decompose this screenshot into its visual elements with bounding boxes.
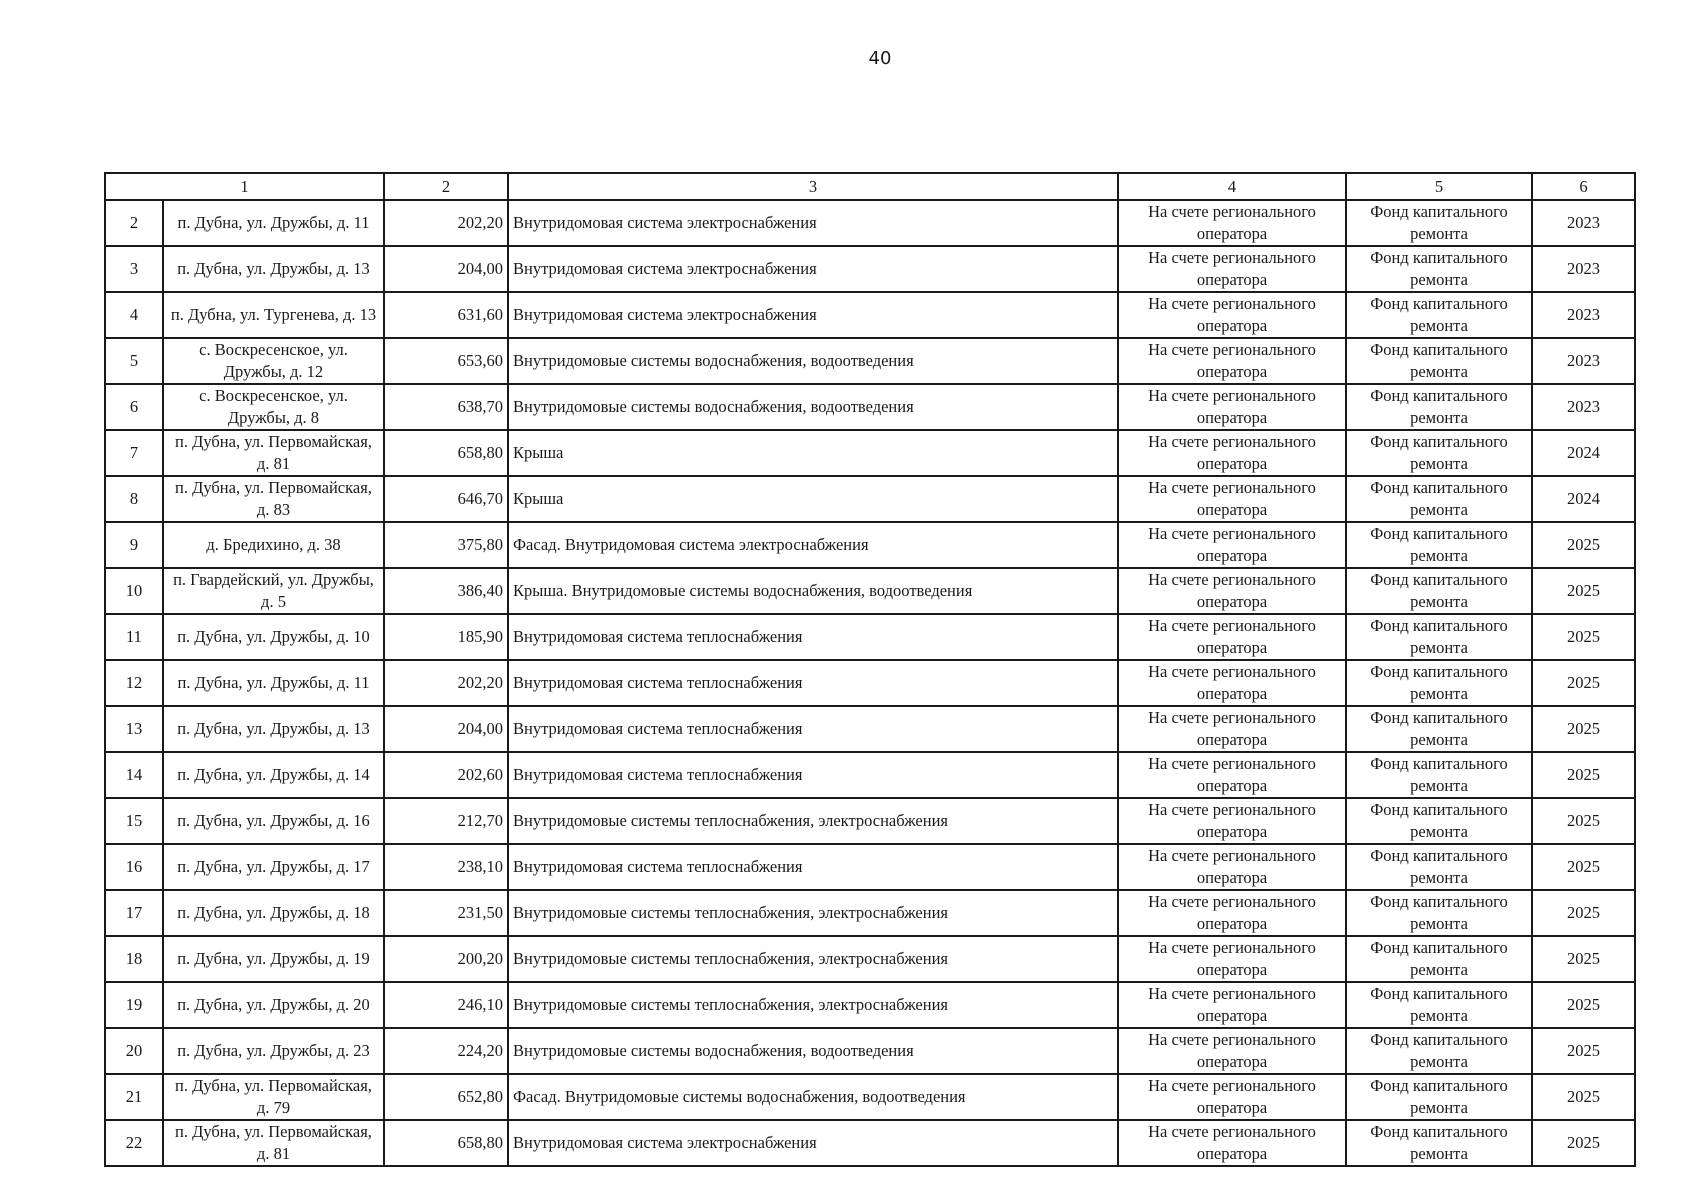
cell-funding-source: Фонд капитального ремонта [1346,476,1532,522]
header-col-3: 3 [508,173,1118,200]
cell-funding-source: Фонд капитального ремонта [1346,522,1532,568]
cell-works: Внутридомовые системы теплоснабжения, электроснабжения [508,982,1118,1028]
cell-year: 2025 [1532,982,1635,1028]
cell-area: 204,00 [384,246,508,292]
cell-row-number: 18 [105,936,163,982]
cell-year: 2025 [1532,1028,1635,1074]
cell-area: 202,20 [384,200,508,246]
page-number: 40 [868,48,892,69]
cell-funding-source: Фонд капитального ремонта [1346,660,1532,706]
cell-works: Внутридомовые системы теплоснабжения, электроснабжения [508,936,1118,982]
cell-funding-source: Фонд капитального ремонта [1346,706,1532,752]
table-row [105,430,1635,476]
cell-year: 2025 [1532,752,1635,798]
table-row [105,568,1635,614]
table-row [105,936,1635,982]
cell-works: Фасад. Внутридомовая система электроснабжения [508,522,1118,568]
cell-works: Внутридомовая система электроснабжения [508,1120,1118,1166]
cell-area: 185,90 [384,614,508,660]
cell-year: 2024 [1532,430,1635,476]
cell-account: На счете регионального оператора [1118,200,1346,246]
cell-works: Внутридомовые системы водоснабжения, водоотведения [508,384,1118,430]
cell-account: На счете регионального оператора [1118,1074,1346,1120]
table-row [105,890,1635,936]
cell-area: 224,20 [384,1028,508,1074]
table-row [105,246,1635,292]
cell-area: 200,20 [384,936,508,982]
table-row [105,476,1635,522]
cell-funding-source: Фонд капитального ремонта [1346,798,1532,844]
cell-account: На счете регионального оператора [1118,430,1346,476]
cell-works: Внутридомовая система теплоснабжения [508,752,1118,798]
cell-funding-source: Фонд капитального ремонта [1346,384,1532,430]
cell-funding-source: Фонд капитального ремонта [1346,246,1532,292]
cell-works: Внутридомовая система теплоснабжения [508,614,1118,660]
cell-works: Крыша. Внутридомовые системы водоснабжения, водоотведения [508,568,1118,614]
cell-works: Внутридомовые системы теплоснабжения, электроснабжения [508,798,1118,844]
cell-funding-source: Фонд капитального ремонта [1346,292,1532,338]
cell-account: На счете регионального оператора [1118,246,1346,292]
cell-account: На счете регионального оператора [1118,568,1346,614]
header-col-5: 5 [1346,173,1532,200]
table-row [105,1120,1635,1166]
cell-address: с. Воскресенское, ул. Дружбы, д. 12 [163,338,384,384]
cell-area: 246,10 [384,982,508,1028]
table-row [105,1074,1635,1120]
cell-account: На счете регионального оператора [1118,1028,1346,1074]
cell-row-number: 21 [105,1074,163,1120]
table-row [105,752,1635,798]
capital-repair-table [104,172,1636,1167]
cell-funding-source: Фонд капитального ремонта [1346,1028,1532,1074]
cell-account: На счете регионального оператора [1118,936,1346,982]
cell-row-number: 10 [105,568,163,614]
cell-area: 202,20 [384,660,508,706]
table-row [105,660,1635,706]
cell-row-number: 8 [105,476,163,522]
cell-funding-source: Фонд капитального ремонта [1346,890,1532,936]
cell-address: п. Гвардейский, ул. Дружбы, д. 5 [163,568,384,614]
cell-row-number: 19 [105,982,163,1028]
cell-row-number: 5 [105,338,163,384]
cell-address: п. Дубна, ул. Дружбы, д. 20 [163,982,384,1028]
header-col-2: 2 [384,173,508,200]
header-col-1: 1 [105,173,384,200]
cell-account: На счете регионального оператора [1118,522,1346,568]
cell-works: Внутридомовая система электроснабжения [508,200,1118,246]
cell-account: На счете регионального оператора [1118,844,1346,890]
table-row [105,706,1635,752]
cell-area: 658,80 [384,1120,508,1166]
cell-works: Внутридомовая система теплоснабжения [508,660,1118,706]
table-row [105,844,1635,890]
cell-year: 2025 [1532,614,1635,660]
cell-address: п. Дубна, ул. Дружбы, д. 13 [163,706,384,752]
cell-works: Внутридомовая система электроснабжения [508,292,1118,338]
cell-row-number: 16 [105,844,163,890]
table-row [105,292,1635,338]
cell-address: п. Дубна, ул. Дружбы, д. 23 [163,1028,384,1074]
cell-works: Внутридомовые системы водоснабжения, водоотведения [508,338,1118,384]
cell-year: 2025 [1532,844,1635,890]
cell-year: 2025 [1532,890,1635,936]
header-row [105,173,1635,200]
cell-row-number: 13 [105,706,163,752]
cell-year: 2025 [1532,706,1635,752]
cell-area: 231,50 [384,890,508,936]
cell-account: На счете регионального оператора [1118,614,1346,660]
cell-funding-source: Фонд капитального ремонта [1346,752,1532,798]
cell-funding-source: Фонд капитального ремонта [1346,338,1532,384]
cell-funding-source: Фонд капитального ремонта [1346,844,1532,890]
cell-row-number: 7 [105,430,163,476]
table-row [105,614,1635,660]
header-col-4: 4 [1118,173,1346,200]
cell-address: п. Дубна, ул. Тургенева, д. 13 [163,292,384,338]
cell-row-number: 4 [105,292,163,338]
cell-address: п. Дубна, ул. Дружбы, д. 17 [163,844,384,890]
cell-address: п. Дубна, ул. Первомайская, д. 81 [163,430,384,476]
cell-funding-source: Фонд капитального ремонта [1346,1120,1532,1166]
cell-row-number: 15 [105,798,163,844]
cell-address: п. Дубна, ул. Дружбы, д. 16 [163,798,384,844]
cell-address: п. Дубна, ул. Дружбы, д. 14 [163,752,384,798]
cell-works: Внутридомовая система теплоснабжения [508,844,1118,890]
cell-account: На счете регионального оператора [1118,1120,1346,1166]
cell-address: п. Дубна, ул. Дружбы, д. 11 [163,200,384,246]
cell-account: На счете регионального оператора [1118,752,1346,798]
table-row [105,798,1635,844]
cell-area: 646,70 [384,476,508,522]
table-row [105,982,1635,1028]
cell-row-number: 17 [105,890,163,936]
cell-address: п. Дубна, ул. Первомайская, д. 81 [163,1120,384,1166]
cell-address: п. Дубна, ул. Первомайская, д. 79 [163,1074,384,1120]
cell-year: 2025 [1532,568,1635,614]
cell-row-number: 2 [105,200,163,246]
cell-works: Фасад. Внутридомовые системы водоснабжения, водоотведения [508,1074,1118,1120]
cell-row-number: 12 [105,660,163,706]
cell-year: 2025 [1532,522,1635,568]
cell-area: 238,10 [384,844,508,890]
cell-year: 2023 [1532,338,1635,384]
table-row [105,200,1635,246]
cell-funding-source: Фонд капитального ремонта [1346,936,1532,982]
cell-row-number: 22 [105,1120,163,1166]
cell-year: 2023 [1532,246,1635,292]
table-row [105,384,1635,430]
cell-address: п. Дубна, ул. Дружбы, д. 13 [163,246,384,292]
cell-funding-source: Фонд капитального ремонта [1346,614,1532,660]
cell-year: 2023 [1532,200,1635,246]
cell-works: Крыша [508,430,1118,476]
cell-row-number: 20 [105,1028,163,1074]
cell-works: Внутридомовая система электроснабжения [508,246,1118,292]
cell-area: 653,60 [384,338,508,384]
cell-account: На счете регионального оператора [1118,982,1346,1028]
cell-account: На счете регионального оператора [1118,292,1346,338]
cell-funding-source: Фонд капитального ремонта [1346,1074,1532,1120]
cell-row-number: 6 [105,384,163,430]
cell-area: 638,70 [384,384,508,430]
cell-row-number: 9 [105,522,163,568]
cell-account: На счете регионального оператора [1118,660,1346,706]
cell-year: 2025 [1532,936,1635,982]
cell-funding-source: Фонд капитального ремонта [1346,200,1532,246]
cell-row-number: 11 [105,614,163,660]
cell-works: Крыша [508,476,1118,522]
cell-account: На счете регионального оператора [1118,890,1346,936]
cell-address: п. Дубна, ул. Дружбы, д. 18 [163,890,384,936]
cell-year: 2025 [1532,1120,1635,1166]
cell-year: 2023 [1532,292,1635,338]
cell-works: Внутридомовые системы теплоснабжения, электроснабжения [508,890,1118,936]
cell-account: На счете регионального оператора [1118,476,1346,522]
cell-year: 2024 [1532,476,1635,522]
cell-year: 2025 [1532,798,1635,844]
table-header [105,173,1635,200]
cell-area: 204,00 [384,706,508,752]
cell-account: На счете регионального оператора [1118,338,1346,384]
cell-address: п. Дубна, ул. Первомайская, д. 83 [163,476,384,522]
cell-address: п. Дубна, ул. Дружбы, д. 19 [163,936,384,982]
cell-area: 386,40 [384,568,508,614]
cell-area: 212,70 [384,798,508,844]
table-row [105,1028,1635,1074]
cell-row-number: 3 [105,246,163,292]
cell-year: 2023 [1532,384,1635,430]
cell-address: с. Воскресенское, ул. Дружбы, д. 8 [163,384,384,430]
cell-row-number: 14 [105,752,163,798]
cell-address: д. Бредихино, д. 38 [163,522,384,568]
table-row [105,522,1635,568]
cell-year: 2025 [1532,1074,1635,1120]
cell-area: 202,60 [384,752,508,798]
cell-address: п. Дубна, ул. Дружбы, д. 11 [163,660,384,706]
cell-area: 658,80 [384,430,508,476]
cell-account: На счете регионального оператора [1118,706,1346,752]
cell-year: 2025 [1532,660,1635,706]
header-col-6: 6 [1532,173,1635,200]
cell-account: На счете регионального оператора [1118,798,1346,844]
cell-account: На счете регионального оператора [1118,384,1346,430]
cell-works: Внутридомовая система теплоснабжения [508,706,1118,752]
cell-area: 652,80 [384,1074,508,1120]
cell-area: 375,80 [384,522,508,568]
cell-funding-source: Фонд капитального ремонта [1346,982,1532,1028]
cell-funding-source: Фонд капитального ремонта [1346,568,1532,614]
cell-funding-source: Фонд капитального ремонта [1346,430,1532,476]
table-row [105,338,1635,384]
cell-works: Внутридомовые системы водоснабжения, водоотведения [508,1028,1118,1074]
cell-area: 631,60 [384,292,508,338]
cell-address: п. Дубна, ул. Дружбы, д. 10 [163,614,384,660]
table-body [105,200,1635,1166]
